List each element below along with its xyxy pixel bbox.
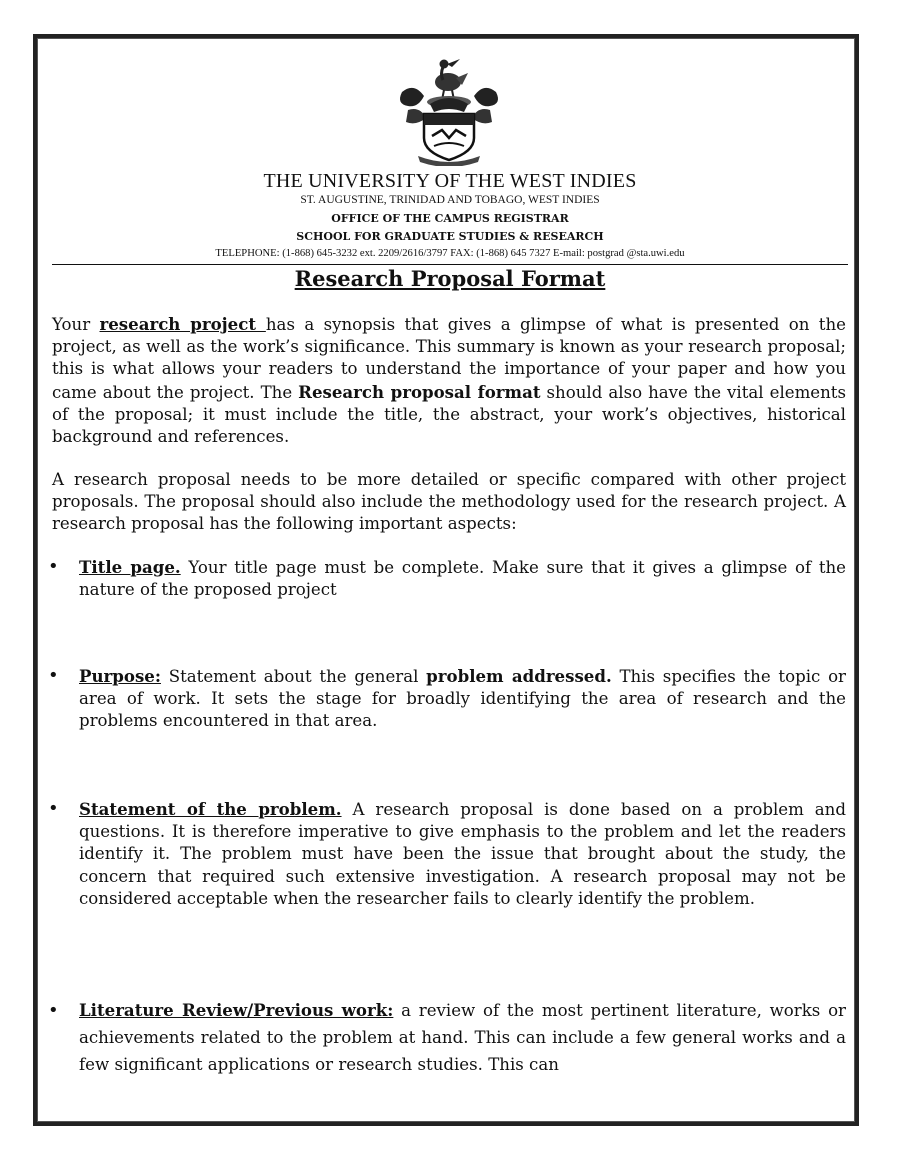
campus-address: ST. AUGUSTINE, TRINIDAD AND TOBAGO, WEST INDIES xyxy=(300,194,600,206)
list-item-literature-review xyxy=(79,997,846,1078)
item-heading: Purpose: xyxy=(79,666,161,686)
item-text: Your title page must be complete. Make sure that it gives a glimpse of the nature of the proposed project xyxy=(79,558,846,600)
item-text: A research proposal is done based on a problem and questions. It is therefore imperative to give emphasis to the problem and let the readers identify it. The problem must have been the issue that brought about the study, the concern that required such extensive investigation. A research proposal may not be considered acceptable when the researcher fails to clearly identify the problem. xyxy=(79,800,846,908)
bullet-icon: • xyxy=(48,556,59,577)
header-divider xyxy=(52,264,848,265)
item-heading: Statement of the problem. xyxy=(79,799,342,819)
bullet-icon: • xyxy=(48,665,59,686)
intro-paragraph xyxy=(52,313,846,448)
list-item-statement-of-problem xyxy=(79,798,846,910)
school-name: SCHOOL FOR GRADUATE STUDIES & RESEARCH xyxy=(296,230,604,243)
item-text: This specifies the topic or area of work. It sets the stage for broadly identifying the area of research and the problems encountered in that area. xyxy=(79,667,846,731)
item-heading: Literature Review/Previous work: xyxy=(79,1000,394,1020)
intro-text-end: should also have the vital elements of the proposal; it must include the title, the abstract, your work’s objectives, historical background and references. xyxy=(52,382,846,447)
contact-line: TELEPHONE: (1-868) 645-3232 ext. 2209/2616/3797 FAX: (1-868) 645 7327 E-mail: postgrad @sta.uwi.edu xyxy=(215,248,685,259)
intro-text-middle: has a synopsis that gives a glimpse of what is presented on the project, as well as the work’s significance. This summary is known as your research proposal; this is what allows your readers to understand the importance of your paper and how you came about the project. The xyxy=(52,315,846,402)
bullet-icon: • xyxy=(48,798,59,819)
item-text: Statement about the general xyxy=(160,667,427,686)
aspects-paragraph: A research proposal needs to be more detailed or specific compared with other project proposals. The proposal should also include the methodology used for the research project. A research proposal has the following important aspects: xyxy=(52,470,846,534)
research-proposal-format-term: Research proposal format xyxy=(298,381,541,402)
page-title: Research Proposal Format xyxy=(294,266,606,291)
list-item-title-page xyxy=(79,556,846,601)
university-crest-icon xyxy=(394,52,504,166)
research-project-link[interactable]: research project xyxy=(99,314,266,334)
intro-text-start: Your xyxy=(52,315,100,334)
university-name: THE UNIVERSITY OF THE WEST INDIES xyxy=(263,170,637,192)
item-heading: Title page. xyxy=(79,557,181,577)
item-text: a review of the most pertinent literature, works or achievements related to the problem at hand. This can include a few general works and a few significant applications or research studies. This can xyxy=(79,1001,846,1074)
list-item-purpose xyxy=(79,665,846,733)
office-name: OFFICE OF THE CAMPUS REGISTRAR xyxy=(331,212,569,225)
item-bold-text: problem addressed. xyxy=(426,666,612,686)
bullet-icon: • xyxy=(48,1000,59,1021)
